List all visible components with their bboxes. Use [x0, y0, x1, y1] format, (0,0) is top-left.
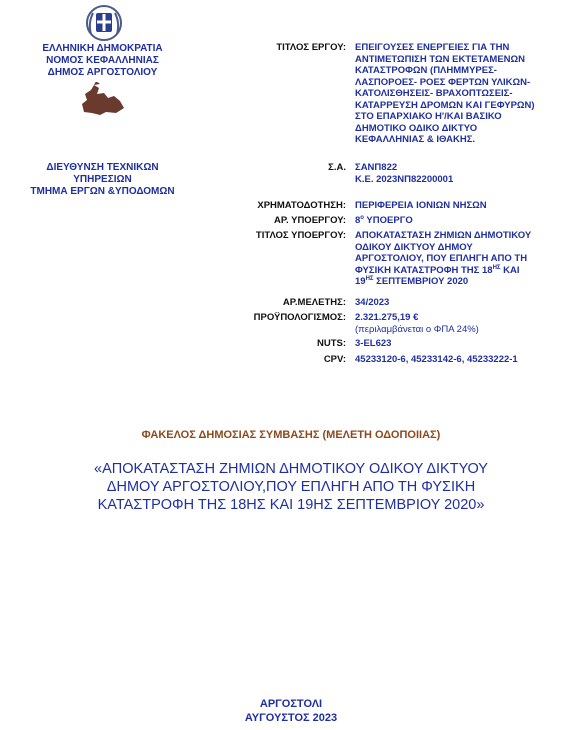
project-title-line: ΔΗΜΟΤΙΚΟ ΟΔΙΚΟ ΔΙΚΤΥΟ	[355, 122, 478, 134]
folder-heading: ΦΑΚΕΛΟΣ ΔΗΜΟΣΙΑΣ ΣΥΜΒΑΣΗΣ (ΜΕΛΕΤΗ ΟΔΟΠΟΙΙΑΣ)	[141, 429, 441, 441]
subproject-title-line	[355, 265, 565, 277]
project-title-line: ΚΑΤΟΛΙΣΘΗΣΕΙΣ- ΒΡΑΧΟΠΤΩΣΕΙΣ-	[355, 88, 513, 99]
greek-coat-of-arms-icon	[85, 4, 123, 42]
project-title-line: ΚΑΤΑΡΡΕΥΣΗ ΔΡΟΜΩΝ ΚΑΙ ΓΕΦΥΡΩΝ)	[355, 99, 535, 111]
subproject-title-value	[355, 230, 565, 288]
subproject-title-line: ΑΡΓΟΣΤΟΛΙΟΥ, ΠΟΥ ΕΠΛΗΓΗ ΑΠΟ ΤΗ	[355, 253, 528, 264]
subproject-title-line: ΑΠΟΚΑΤΑΣΤΑΣΗ ΖΗΜΙΩΝ ΔΗΜΟΤΙΚΟΥ	[355, 230, 532, 241]
sa-line: Κ.Ε. 2023ΝΠ82200001	[355, 173, 454, 185]
subproject-title-text: 19	[355, 276, 366, 287]
issuer-line: ΔΗΜΟΣ ΑΡΓΟΣΤΟΛΙΟΥ	[47, 67, 158, 78]
ordinal-suffix: ΗΣ	[365, 275, 374, 282]
funding-value: ΠΕΡΙΦΕΡΕΙΑ ΙΟΝΙΩΝ ΝΗΣΩΝ	[355, 200, 487, 211]
subproject-number: 8	[355, 215, 361, 226]
department-line: ΔΙΕΥΘΥΝΣΗ ΤΕΧΝΙΚΩΝ	[46, 162, 159, 173]
subproject-number-label: ΑΡ. ΥΠΟΕΡΓΟΥ:	[274, 215, 346, 226]
main-title-line: «ΑΠΟΚΑΤΑΣΤΑΣΗ ΖΗΜΙΩΝ ΔΗΜΟΤΙΚΟΥ ΟΔΙΚΟΥ ΔΙΚΤΥΟΥ	[94, 461, 488, 477]
footer-date: ΑΥΓΟΥΣΤΟΣ 2023	[244, 712, 338, 724]
project-title-label: ΤΙΤΛΟΣ ΕΡΓΟΥ:	[276, 42, 346, 53]
budget-amount: 2.321.275,19 €	[355, 312, 419, 323]
project-title-line: ΛΑΣΠΟΡΟΕΣ- ΡΟΕΣ ΦΕΡΤΩΝ ΥΛΙΚΩΝ-	[355, 76, 531, 88]
issuer-line: ΝΟΜΟΣ ΚΕΦΑΛΛΗΝΙΑΣ	[46, 55, 159, 66]
study-number-value: 34/2023	[355, 297, 390, 308]
sa-value	[355, 162, 565, 185]
project-title-value	[355, 42, 565, 146]
issuer-block	[0, 43, 205, 79]
footer-city: ΑΡΓΟΣΤΟΛΙ	[259, 698, 323, 710]
budget-note: (περιλαμβάνεται ο ΦΠΑ 24%)	[355, 323, 479, 335]
funding-label: ΧΡΗΜΑΤΟΔΟΤΗΣΗ:	[257, 200, 346, 211]
project-title-line: ΣΤΟ ΕΠΑΡΧΙΑΚΟ Η'/ΚΑΙ ΒΑΣΙΚΟ	[355, 111, 502, 122]
subproject-title-label: ΤΙΤΛΟΣ ΥΠΟΕΡΓΟΥ:	[255, 230, 346, 241]
subproject-title-text: ΣΕΠΤΕΜΒΡΙΟΥ 2020	[373, 276, 469, 287]
project-title-line: ΕΠΕΙΓΟΥΣΕΣ ΕΝΕΡΓΕΙΕΣ ΓΙΑ ΤΗΝ	[355, 42, 510, 53]
cpv-value: 45233120-6, 45233142-6, 45233222-1	[355, 354, 518, 365]
budget-label: ΠΡΟΫΠΟΛΟΓΙΣΜΟΣ:	[253, 312, 346, 323]
ordinal-suffix: ΗΣ	[492, 264, 501, 271]
main-title	[40, 460, 542, 514]
subproject-title-text: ΚΑΙ	[500, 264, 520, 276]
study-number-label: ΑΡ.ΜΕΛΕΤΗΣ:	[282, 297, 346, 308]
department-block	[0, 162, 205, 198]
department-line: ΥΠΗΡΕΣΙΩΝ	[73, 174, 132, 185]
subproject-word: ΥΠΟΕΡΓΟ	[363, 215, 413, 226]
sa-line: ΣΑΝΠ822	[355, 162, 398, 173]
ordinal-suffix: ο	[360, 214, 364, 221]
nuts-label: NUTS:	[316, 338, 346, 349]
kefalonia-map-icon	[78, 82, 128, 118]
nuts-value: 3-EL623	[355, 338, 392, 349]
project-title-line: ΚΑΤΑΣΤΡΟΦΩΝ (ΠΛΗΜΜΥΡΕΣ-	[355, 65, 497, 76]
project-title-line: ΚΕΦΑΛΛΗΝΙΑΣ & ΙΘΑΚΗΣ.	[355, 134, 476, 145]
subproject-number-value	[355, 215, 565, 227]
main-title-line: ΔΗΜΟΥ ΑΡΓΟΣΤΟΛΙΟΥ,ΠΟΥ ΕΠΛΗΓΗ ΑΠΟ ΤΗ ΦΥΣΙΚΗ	[106, 479, 476, 495]
subproject-title-text: ΦΥΣΙΚΗ ΚΑΤΑΣΤΡΟΦΗ ΤΗΣ 18	[355, 264, 493, 276]
budget-value	[355, 312, 565, 335]
department-line: ΤΜΗΜΑ ΕΡΓΩΝ &ΥΠΟΔΟΜΩΝ	[30, 186, 175, 197]
subproject-title-line: ΟΔΙΚΟΥ ΔΙΚΤΥΟΥ ΔΗΜΟΥ	[355, 241, 473, 253]
project-title-line: ΑΝΤΙΜΕΤΩΠΙΣΗ ΤΩΝ ΕΚΤΕΤΑΜΕΝΩΝ	[355, 53, 525, 65]
issuer-line: ΕΛΛΗΝΙΚΗ ΔΗΜΟΚΡΑΤΙΑ	[42, 43, 163, 54]
cpv-label: CPV:	[323, 354, 346, 365]
subproject-title-line	[355, 276, 565, 288]
main-title-line: ΚΑΤΑΣΤΡΟΦΗ ΤΗΣ 18ΗΣ ΚΑΙ 19ΗΣ ΣΕΠΤΕΜΒΡΙΟΥ 2020»	[97, 497, 485, 513]
sa-label: Σ.Α.	[328, 162, 346, 173]
